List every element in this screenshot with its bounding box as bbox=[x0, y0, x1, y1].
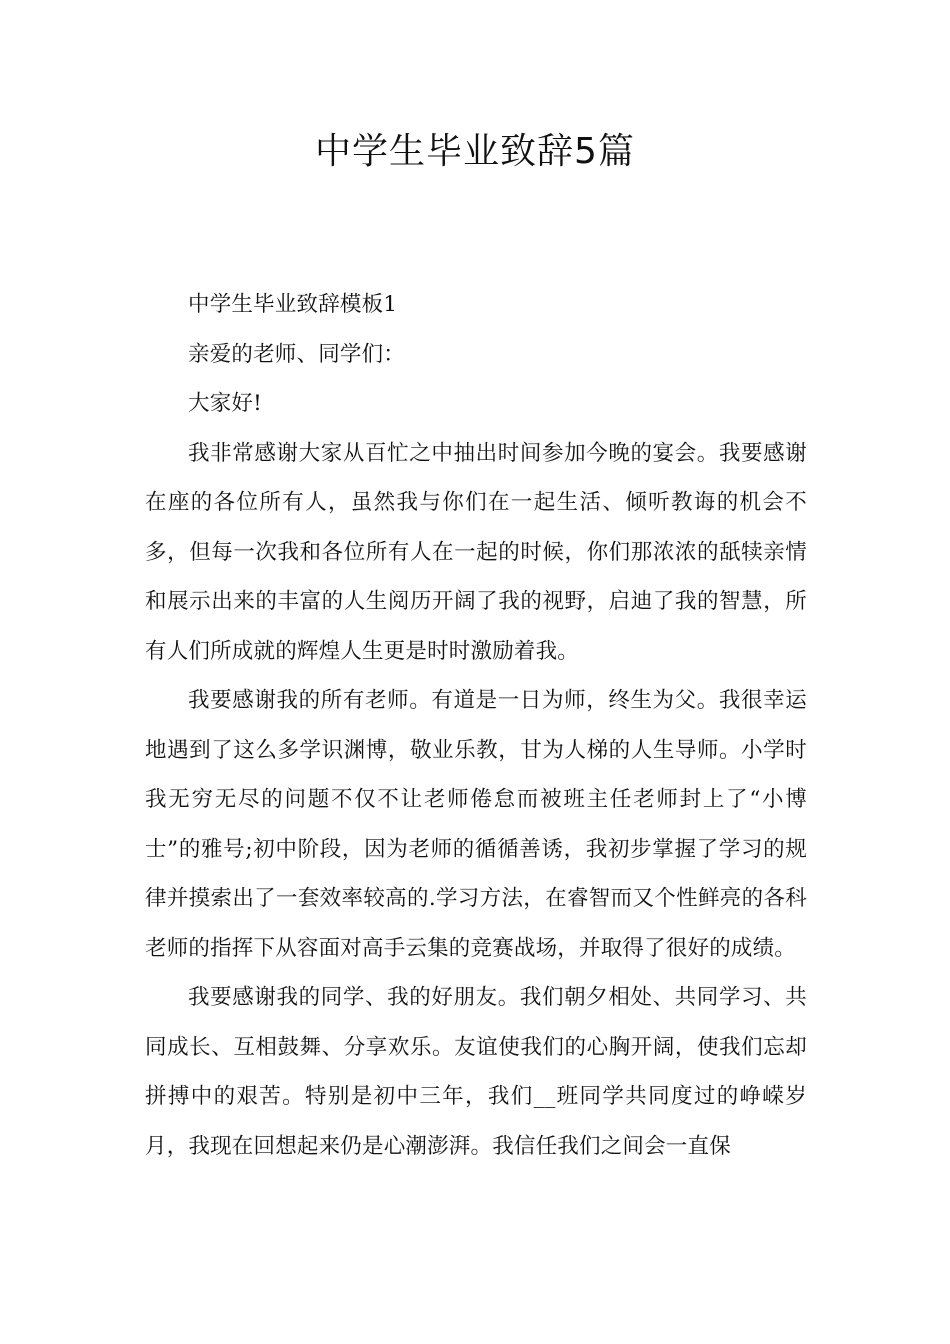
paragraph-thanks-teachers: 我要感谢我的所有老师。有道是一日为师，终生为父。我很幸运地遇到了这么多学识渊博，敬业乐教，甘为人梯的人生导师。小学时我无穷无尽的问题不仅不让老师倦怠而被班主任老师封上了“小博士”的雅号;初中阶段，因为老师的循循善诱，我初步掌握了学习的规律并摸索出了一套效率较高的.学习方法，在睿智而又个性鲜亮的各科老师的指挥下从容面对高手云集的竞赛战场，并取得了很好的成绩。 bbox=[145, 688, 807, 961]
document-title: 中学生毕业致辞5篇 bbox=[315, 131, 635, 172]
paragraph-heading: 中学生毕业致辞模板1 bbox=[188, 292, 398, 317]
document-body bbox=[145, 280, 807, 1171]
paragraph-thanks-guests: 我非常感谢大家从百忙之中抽出时间参加今晚的宴会。我要感谢在座的各位所有人，虽然我与你们在一起生活、倾听教诲的机会不多，但每一次我和各位所有人在一起的时候，你们那浓浓的舐犊亲情和展示出来的丰富的人生阅历开阔了我的视野，启迪了我的智慧，所有人们所成就的辉煌人生更是时时激励着我。 bbox=[145, 440, 807, 664]
paragraph-greeting: 大家好! bbox=[188, 391, 262, 416]
paragraph-thanks-classmates: 我要感谢我的同学、我的好朋友。我们朝夕相处、共同学习、共同成长、互相鼓舞、分享欢乐。友谊使我们的心胸开阔，使我们忘却拼搏中的艰苦。特别是初中三年，我们__班同学共同度过的峥嵘岁月，我现在回想起来仍是心潮澎湃。我信任我们之间会一直保 bbox=[145, 985, 807, 1159]
paragraph-salutation: 亲爱的老师、同学们： bbox=[188, 341, 406, 367]
